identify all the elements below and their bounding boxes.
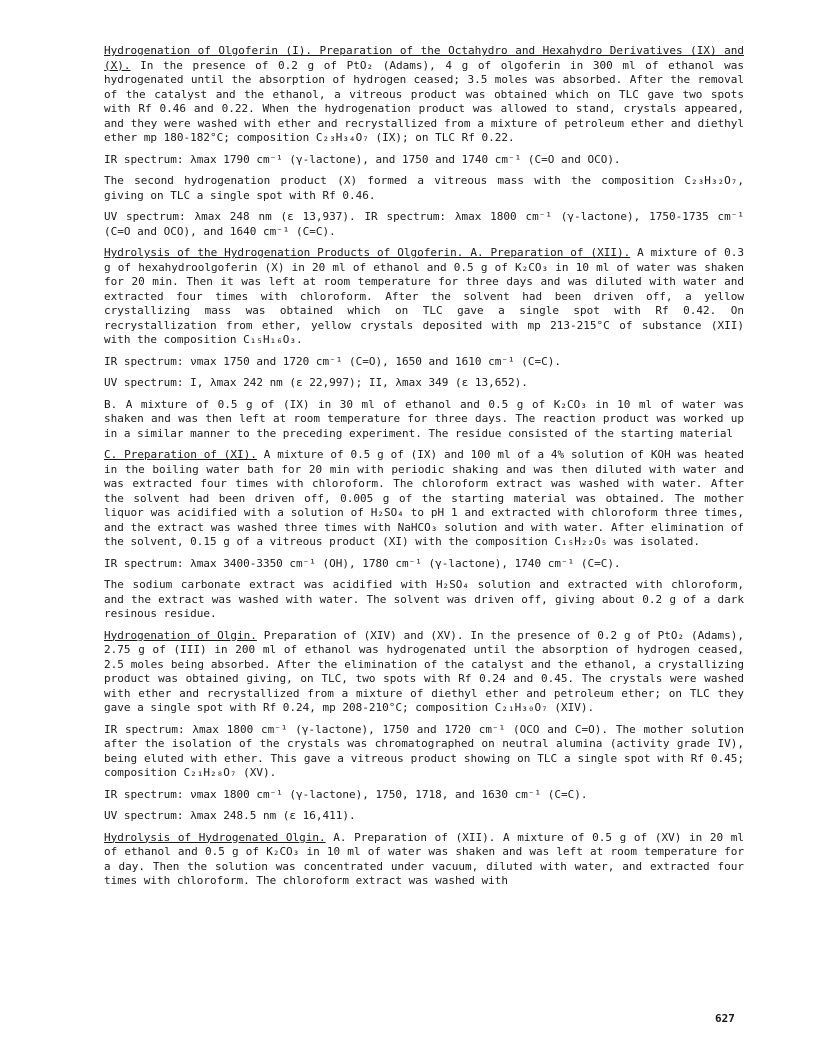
paragraph [104,44,744,146]
paragraph-text: UV spectrum: I, λmax 242 nm (ε 22,997); II, λmax 349 (ε 13,652). [104,376,528,389]
section-heading: Hydrogenation of Olgin. [104,628,257,642]
paragraph [104,398,744,442]
paragraph-text: A mixture of 0.3 g of hexahydroolgoferin (X) in 20 ml of ethanol and 0.5 g of K₂CO₃ in 10 ml of water was shaken for 20 min. Then it was left at room temperature for three days and was diluted with water and extracted four times with chloroform. After the solvent had been driven off, a yellow crystallizing mass was obtained which on TLC gave a single spot with Rf 0.42. On recrystallization from ether, yellow crystals deposited with mp 213-215°C of substance (XII) with the composition C₁₅H₁₆O₃. [104,246,744,346]
paragraph-text: The sodium carbonate extract was acidified with H₂SO₄ solution and extracted with chloroform, and the extract was washed with water. The solvent was driven off, giving about 0.2 g of a dark resinous residue. [104,578,744,620]
paragraph [104,355,744,370]
paragraph-text: UV spectrum: λmax 248.5 nm (ε 16,411). [104,809,356,822]
paragraph [104,809,744,824]
paragraph-text: IR spectrum: νmax 1800 cm⁻¹ (γ-lactone), 1750, 1718, and 1630 cm⁻¹ (C=C). [104,787,588,801]
paragraph [104,788,744,803]
paragraph-text: UV spectrum: λmax 248 nm (ε 13,937). IR spectrum: λmax 1800 cm⁻¹ (γ-lactone), 1750-1735 cm⁻¹ (C=O and OCO), and 1640 cm⁻¹ (C=C). [104,210,744,238]
paragraph [104,153,744,168]
paragraph-text: In the presence of 0.2 g of PtO₂ (Adams), 4 g of olgoferin in 300 ml of ethanol was hydrogenated until the absorption of hydrogen ceased; 3.5 moles was absorbed. After the removal of the catalyst and the ethanol, a vitreous product was obtained which on TLC gave two spots with Rf 0.46 and 0.22. When the hydrogenation product was allowed to stand, crystals appeared, and they were washed with ether and recrystallized from a mixture of petroleum ether and diethyl ether mp 180-182°C; composition C₂₃H₃₄O₇ (IX); on TLC Rf 0.22. [104,58,744,144]
paragraph [104,578,744,622]
paragraph [104,831,744,889]
paragraph [104,376,744,391]
section-heading: Hydrolysis of Hydrogenated Olgin. [104,830,326,844]
paragraph-text: IR spectrum: λmax 1790 cm⁻¹ (γ-lactone), and 1750 and 1740 cm⁻¹ (C=O and OCO). [104,152,621,166]
paragraph-text: The second hydrogenation product (X) formed a vitreous mass with the composition C₂₃H₃₂O₇, giving on TLC a single spot with Rf 0.46. [104,174,744,202]
section-heading: Hydrogenation of Olgoferin (I). Preparation of the Octahydro and Hexahydro Derivatives (IX) and (X). [104,44,744,72]
paragraph [104,629,744,716]
article-body [104,44,744,896]
page-number: 627 [715,1012,735,1025]
paragraph-text: A. Preparation of (XII). A mixture of 0.5 g of (XV) in 20 ml of ethanol and 0.5 g of K₂CO₃ in 10 ml of water was shaken and was left at room temperature for a day. Then the solution was concentrated under vacuum, diluted with water, and extracted four times with chloroform. The chloroform extract was washed with [104,830,745,887]
section-heading: C. Preparation of (XI). [104,448,257,461]
paragraph-text: IR spectrum: λmax 3400-3350 cm⁻¹ (OH), 1780 cm⁻¹ (γ-lactone), 1740 cm⁻¹ (C=C). [104,556,621,570]
paragraph-text: IR spectrum: νmax 1750 and 1720 cm⁻¹ (C=O), 1650 and 1610 cm⁻¹ (C=C). [104,354,561,368]
paragraph-text: A mixture of 0.5 g of (IX) and 100 ml of a 4% solution of KOH was heated in the boiling water bath for 20 min with periodic shaking and was then diluted with water and was extracted four times with chloroform. The chloroform extract was washed with water. After the solvent had been driven off, 0.005 g of the starting material was obtained. The mother liquor was acidified with a solution of H₂SO₄ to pH 1 and extracted with chloroform three times, and the extract was washed three times with NaHCO₃ solution and with water. After elimination of the solvent, 0.15 g of a vitreous product (XI) with the composition C₁₅H₂₂O₅ was isolated. [104,448,744,548]
paragraph [104,723,744,781]
section-heading: Hydrolysis of the Hydrogenation Products of Olgoferin. A. Preparation of (XII). [104,246,631,259]
paragraph [104,246,744,348]
paragraph [104,210,744,239]
paragraph-text: B. A mixture of 0.5 g of (IX) in 30 ml of ethanol and 0.5 g of K₂CO₃ in 10 ml of water was shaken and was then left at room temperature for three days. The reaction product was worked up in a similar manner to the preceding experiment. The residue consisted of the starting material [104,397,744,440]
paragraph [104,174,744,203]
paragraph [104,557,744,572]
paragraph-text: Preparation of (XIV) and (XV). In the presence of 0.2 g of PtO₂ (Adams), 2.75 g of (III) in 200 ml of ethanol was hydrogenated until the absorption of hydrogen ceased, 2.5 moles being absorbed. After the elimination of the catalyst and the ethanol, a crystallizing product was obtained giving, on TLC, two spots with Rf 0.24 and 0.45. The crystals were washed with ether and recrystallized from a mixture of diethyl ether and petroleum ether; on TLC they gave a single spot with Rf 0.24, mp 208-210°C; composition C₂₁H₃₀O₇ (XIV). [104,628,744,714]
paragraph [104,448,744,550]
paragraph-text: IR spectrum: λmax 1800 cm⁻¹ (γ-lactone), 1750 and 1720 cm⁻¹ (OCO and C=O). The mother solution after the isolation of the crystals was chromatographed on neutral alumina (activity grade IV), being eluted with ether. This gave a vitreous product showing on TLC a single spot with Rf 0.45; composition C₂₁H₂₈O₇ (XV). [104,722,744,779]
